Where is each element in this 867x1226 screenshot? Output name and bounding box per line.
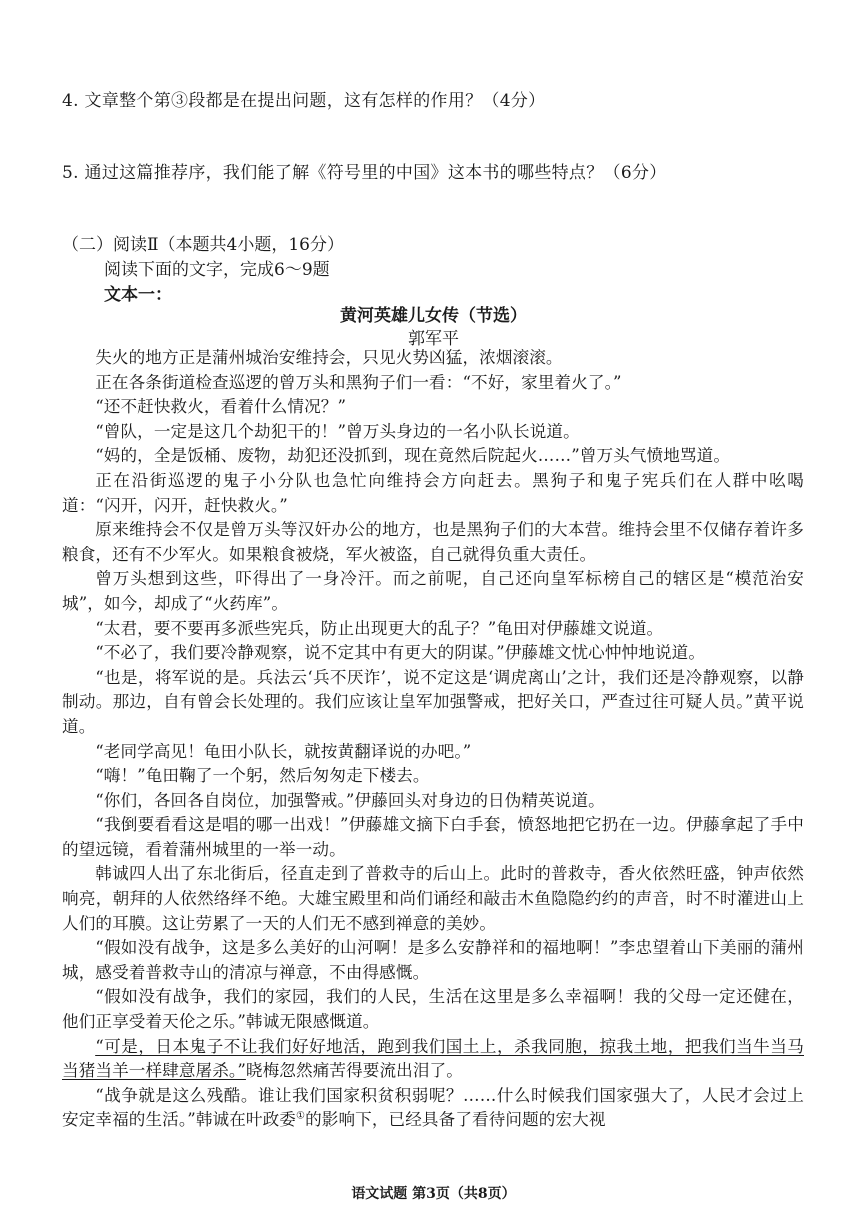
article-paragraph: 失火的地方正是蒲州城治安维持会，只见火势凶猛，浓烟滚滚。	[95, 348, 563, 367]
text-label: 文本一：	[104, 285, 172, 305]
article-paragraph: 原来维持会不仅是曾万头等汉奸办公的地方，也是黑狗子们的大本营。维持会里不仅储存着许多粮食，还有不少军火。如果粮食被烧，军火被盗，自己就得负重大责任。	[62, 520, 804, 564]
article-paragraph: “假如没有战争，我们的家园，我们的人民，生活在这里是多么幸福啊！我的父母一定还健在，他们正享受着天伦之乐。”韩诚无限感慨道。	[62, 987, 804, 1032]
article-paragraph: “还不赶快救火，看着什么情况？”	[95, 397, 347, 417]
page-footer: 语文试题 第3页（共8页）	[351, 1186, 516, 1202]
article-body	[62, 346, 804, 1133]
article-paragraph: 曾万头想到这些，吓得出了一身冷汗。而之前呢，自己还向皇军标榜自己的辖区是“模范治安城”，如今，却成了“火药库”。	[62, 569, 804, 613]
paragraph-text: “战争就是这么残酷。谁让我们国家积贫积弱呢？……什么时候我们国家强大了，人民才会过上安定幸福的生活。”韩诚在叶政委	[62, 1085, 804, 1130]
article-paragraph: “曾队，一定是这几个劫犯干的！”曾万头身边的一名小队长说道。	[95, 421, 580, 441]
question-4: 4. 文章整个第③段都是在提出问题，这有怎样的作用？（4分）	[62, 91, 546, 111]
footnote-marker: ①	[296, 1110, 306, 1122]
article-paragraph: “妈的，全是饭桶、废物，劫犯还没抓到，现在竟然后院起火……”曾万头气愤地骂道。	[95, 446, 731, 466]
paragraph-text: 的影响下，已经具备了看待问题的宏大视	[305, 1110, 606, 1130]
reading-instruction: 阅读下面的文字，完成6～9题	[104, 260, 330, 280]
article-paragraph: 正在各条街道检查巡逻的曾万头和黑狗子们一看：“不好，家里着火了。”	[95, 372, 622, 392]
article-paragraph: “嗨！”龟田鞠了一个躬，然后匆匆走下楼去。	[95, 766, 430, 786]
underlined-sentence: “可是，日本鬼子不让我们好好地活，跑到我们国土上，杀我同胞，掠我土地，把我们当牛当马当猪当羊一样肆意屠杀。”	[62, 1036, 804, 1081]
article-paragraph: 韩诚四人出了东北街后，径直走到了普救寺的后山上。此时的普救寺，香火依然旺盛，钟声依然响亮，朝拜的人依然络绎不绝。大雄宝殿里和尚们诵经和敲击木鱼隐隐约约的声音，时不时灌进山上人们的耳膜。这让劳累了一天的人们无不感到禅意的美妙。	[62, 864, 804, 933]
article-paragraph: “老同学高见！龟田小队长，就按黄翻译说的办吧。”	[95, 741, 472, 761]
article-author: 郭军平	[408, 329, 459, 349]
article-title: 黄河英雄儿女传（节选）	[340, 306, 527, 326]
article-paragraph: “我倒要看看这是唱的哪一出戏！”伊藤雄文摘下白手套，愤怒地把它扔在一边。伊藤拿起了手中的望远镜，看着蒲州城里的一举一动。	[62, 815, 804, 859]
article-paragraph-underlined	[62, 1035, 804, 1084]
article-paragraph-last	[62, 1084, 804, 1133]
section-heading: （二）阅读Ⅱ（本题共4小题，16分）	[62, 235, 345, 255]
article-paragraph: “也是，将军说的是。兵法云‘兵不厌诈’，说不定这是‘调虎离山’之计，我们还是冷静观察，以静制动。那边，自有曾会长处理的。我们应该让皇军加强警戒，把好关口，严查过往可疑人员。”黄平说道。	[62, 667, 804, 736]
article-paragraph: 正在沿街巡逻的鬼子小分队也急忙向维持会方向赶去。黑狗子和鬼子宪兵们在人群中吆喝道：“闪开，闪开，赶快救火。”	[62, 470, 804, 515]
paragraph-tail: 晓梅忽然痛苦得要流出泪了。	[245, 1061, 463, 1081]
article-paragraph: “太君，要不要再多派些宪兵，防止出现更大的乱子？”龟田对伊藤雄文说道。	[95, 618, 664, 638]
article-paragraph: “你们，各回各自岗位，加强警戒。”伊藤回头对身边的日伪精英说道。	[95, 790, 605, 810]
article-paragraph: “不必了，我们要冷静观察，说不定其中有更大的阴谋。”伊藤雄文忧心忡忡地说道。	[95, 643, 706, 663]
question-5: 5. 通过这篇推荐序，我们能了解《符号里的中国》这本书的哪些特点？（6分）	[62, 163, 667, 183]
article-paragraph: “假如没有战争，这是多么美好的山河啊！是多么安静祥和的福地啊！”李忠望着山下美丽的蒲州城，感受着普救寺山的清凉与禅意，不由得感慨。	[62, 938, 804, 982]
